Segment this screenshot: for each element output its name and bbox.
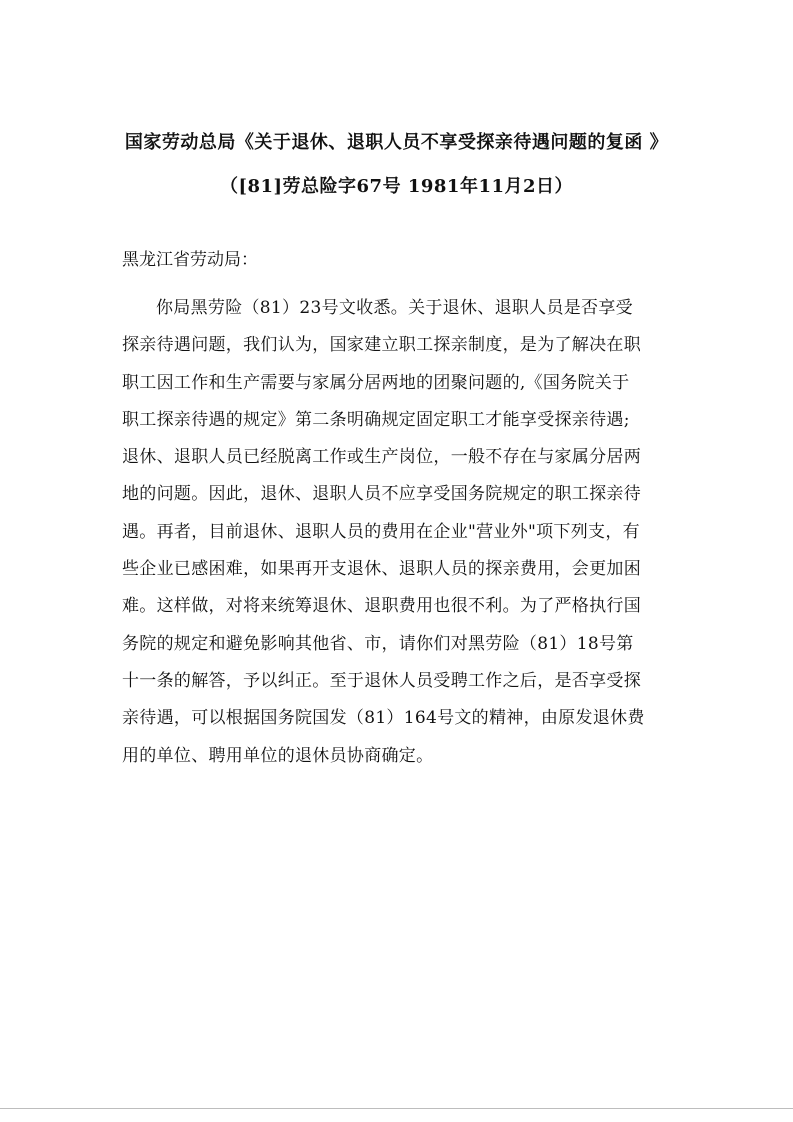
body-line: 务院的规定和避免影响其他省、市，请你们对黑劳险（81）18号第 — [122, 633, 634, 654]
salutation: 黑龙江省劳动局： — [122, 250, 258, 270]
body-line: 亲待遇，可以根据国务院国发（81）164号文的精神，由原发退休费 — [122, 708, 645, 729]
page-bottom-divider — [0, 1108, 793, 1109]
body-line: 用的单位、聘用单位的退休员协商确定。 — [122, 745, 434, 766]
document-body — [122, 290, 677, 775]
document-reference: （[81]劳总险字67号 1981年11月2日） — [219, 176, 574, 197]
body-line: 地的问题。因此，退休、退职人员不应享受国务院规定的职工探亲待 — [122, 484, 641, 505]
body-line: 些企业已感困难，如果再开支退休、退职人员的探亲费用，会更加困 — [122, 559, 641, 580]
body-line: 退休、退职人员已经脱离工作或生产岗位，一般不存在与家属分居两 — [122, 447, 641, 468]
body-line: 职工因工作和生产需要与家属分居两地的团聚问题的,《国务院关于 — [122, 372, 630, 393]
body-line: 十一条的解答，予以纠正。至于退休人员受聘工作之后，是否享受探 — [122, 670, 641, 691]
body-line: 你局黑劳险（81）23号文收悉。关于退休、退职人员是否享受 — [156, 298, 633, 318]
body-line: 探亲待遇问题，我们认为，国家建立职工探亲制度，是为了解决在职 — [122, 335, 641, 356]
body-line: 职工探亲待遇的规定》第二条明确规定固定职工才能享受探亲待遇; — [122, 409, 630, 430]
body-line: 难。这样做，对将来统筹退休、退职费用也很不利。为了严格执行国 — [122, 596, 641, 617]
body-line: 遇。再者，目前退休、退职人员的费用在企业"营业外"项下列支，有 — [122, 521, 640, 542]
document-title: 国家劳动总局《关于退休、退职人员不享受探亲待遇问题的复函 》 — [124, 132, 669, 153]
